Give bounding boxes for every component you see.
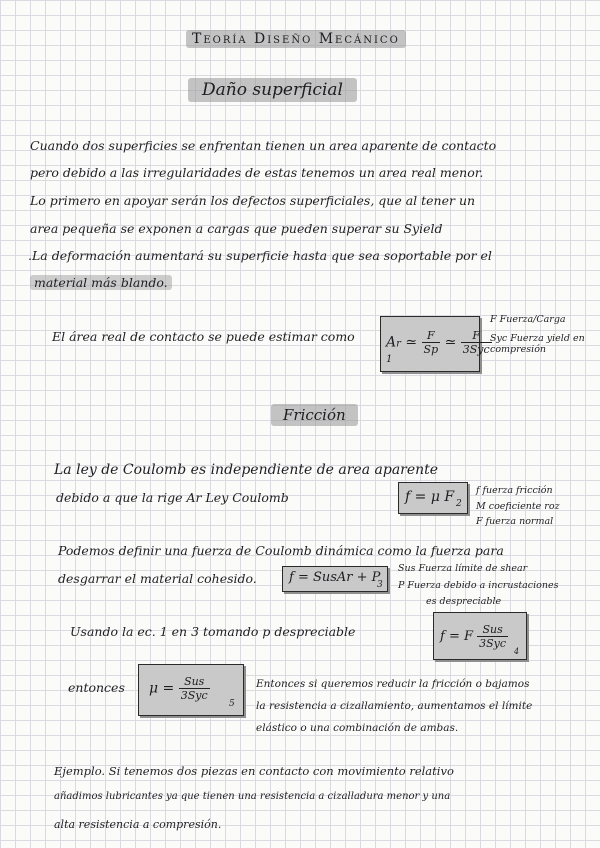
legend-line: f fuerza fricción xyxy=(476,485,553,496)
paragraph-line: .La deformación aumentará su superficie hasta que sea soportable por el xyxy=(28,248,492,263)
formula-box-1 xyxy=(380,316,490,372)
formula-box-3 xyxy=(282,566,388,592)
example-line: alta resistencia a compresión. xyxy=(54,818,222,831)
legend-line: F Fuerza/Carga xyxy=(490,314,566,325)
formula-box-4 xyxy=(433,612,527,660)
fraction: $\frac{F}{Sp}$ xyxy=(423,329,439,356)
page-title: Teoría Diseño Mecánico xyxy=(186,30,406,48)
legend-line: M coeficiente roz xyxy=(476,501,560,512)
conclusion-line: Entonces si queremos reducir la fricción o bajamos xyxy=(256,678,530,690)
fraction: $\frac{\text{Sus}}{\text{3Syc}}$ xyxy=(180,675,208,702)
legend-line: F fuerza normal xyxy=(476,516,554,527)
formula-box-2 xyxy=(398,482,468,514)
paragraph-line: La ley de Coulomb es independiente de area aparente xyxy=(54,462,439,478)
example-line: añadimos lubricantes ya que tienen una resistencia a cizalladura menor y una xyxy=(54,791,451,802)
equation-number: 3 xyxy=(377,580,383,590)
paragraph-line: pero debido a las irregularidades de estas tenemos un area real menor. xyxy=(30,165,484,180)
conclusion-line: elástico o una combinación de ambas. xyxy=(256,722,459,734)
mu-formula: μ = $\frac{\text{Sus}}{\text{3Syc}}$ xyxy=(149,675,208,702)
legend-line: Syc Fuerza yield en compresión xyxy=(490,333,585,355)
paragraph-line: desgarrar el material cohesido. xyxy=(58,571,257,586)
equation-number: 4 xyxy=(514,647,520,656)
legend-line: P Fuerza debido a incrustaciones xyxy=(398,580,559,591)
fraction: $\frac{\text{Sus}}{\text{3Syc}}$ xyxy=(479,623,507,650)
dynamic-formula: f = SusAr + P xyxy=(289,570,381,585)
paragraph-line: Usando la ec. 1 en 3 tomando p despreciable xyxy=(70,624,356,639)
using-formula: f = F $\frac{\text{Sus}}{\text{3Syc}}$ xyxy=(440,623,507,650)
paragraph-line: debido a que la rige Ar Ley Coulomb xyxy=(56,490,289,505)
example-line: Ejemplo. Si tenemos dos piezas en contacto con movimiento relativo xyxy=(54,764,454,778)
formula-lhs: Ar ≃ $\frac{F}{Sp}$ ≃ $\frac{F}{\text{3Syc}}$ xyxy=(386,329,490,356)
section-heading-friccion: Fricción xyxy=(271,404,358,426)
legend-line: Sus Fuerza límite de shear xyxy=(398,563,528,574)
formula-intro: El área real de contacto se puede estimar como xyxy=(52,329,355,344)
equation-number: 1 xyxy=(386,354,393,365)
formula-box-5 xyxy=(138,664,244,716)
equation-number: 5 xyxy=(229,699,235,709)
fraction: $\frac{F}{\text{3Syc}}$ xyxy=(462,329,490,356)
paragraph-line: Lo primero en apoyar serán los defectos superficiales, que al tener un xyxy=(30,193,476,208)
legend-line: es despreciable xyxy=(426,596,502,607)
paragraph-line: Cuando dos superficies se enfrentan tienen un area aparente de contacto xyxy=(30,138,497,153)
paragraph-line: Podemos definir una fuerza de Coulomb dinámica como la fuerza para xyxy=(58,543,504,558)
conclusion-line: la resistencia a cizallamiento, aumentamos el límite xyxy=(256,700,533,712)
then-label: entonces xyxy=(68,680,125,695)
paragraph-line: area pequeña se exponen a cargas que pueden superar su Syield xyxy=(30,221,443,236)
coulomb-formula: f = μ F xyxy=(405,489,455,505)
highlighted-text: material más blando. xyxy=(30,275,172,290)
section-heading-dano: Daño superficial xyxy=(188,78,357,102)
equation-number: 2 xyxy=(456,499,462,509)
